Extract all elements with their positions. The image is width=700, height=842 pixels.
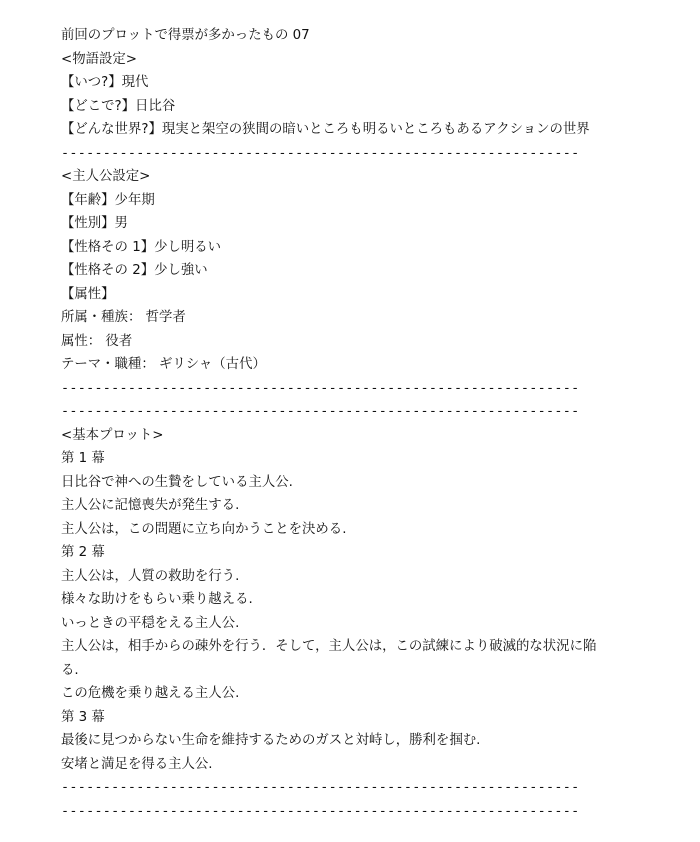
protagonist-affiliation: 所属・種族： 哲学者	[61, 310, 186, 325]
plot-line: 安堵と満足を得る主人公.	[61, 756, 213, 772]
divider-line: --------------------------------------------------------------	[61, 404, 580, 419]
divider-line: --------------------------------------------------------------	[61, 803, 580, 819]
protagonist-personality-1: 【性格その 1】少し明るい	[61, 239, 222, 255]
plot-line: 日比谷で神への生贄をしている主人公.	[61, 474, 293, 490]
section-heading-protagonist: <主人公設定>	[61, 169, 151, 184]
story-when: 【いつ?】現代	[61, 75, 149, 90]
divider-line: --------------------------------------------------------------	[61, 145, 580, 161]
plot-line: この危機を乗り越える主人公.	[61, 686, 240, 701]
act-1-heading: 第 1 幕	[61, 451, 105, 466]
divider-line: --------------------------------------------------------------	[61, 780, 580, 795]
protagonist-personality-2: 【性格その 2】少し強い	[61, 263, 208, 278]
act-2-heading: 第 2 幕	[61, 545, 105, 560]
document-page	[61, 24, 661, 823]
protagonist-attributes-heading: 【属性】	[61, 286, 115, 302]
section-heading-story-settings: <物語設定>	[61, 51, 138, 67]
section-heading-basic-plot: <基本プロット>	[61, 427, 164, 443]
plot-line-continuation: る.	[61, 662, 79, 678]
plot-line: 主人公に記憶喪失が発生する.	[61, 498, 240, 513]
plot-line: 様々な助けをもらい乗り越える.	[61, 592, 253, 607]
protagonist-theme-occupation: テーマ・職種： ギリシャ（古代）	[61, 357, 266, 372]
act-3-heading: 第 3 幕	[61, 709, 105, 725]
plot-line: 主人公は，相手からの疎外を行う．そして，主人公は，この試練により破滅的な状況に陥	[61, 639, 597, 654]
story-world: 【どんな世界?】現実と架空の狭間の暗いところも明るいところもあるアクションの世界	[61, 122, 590, 137]
divider-line: --------------------------------------------------------------	[61, 380, 580, 396]
plot-line: いっときの平穏をえる主人公.	[61, 615, 240, 631]
protagonist-gender: 【性別】男	[61, 216, 128, 231]
plot-line: 最後に見つからない生命を維持するためのガスと対峙し，勝利を掴む.	[61, 733, 481, 748]
plot-line: 主人公は，人質の救助を行う.	[61, 568, 240, 584]
document-title: 前回のプロットで得票が多かったもの 07	[61, 28, 310, 43]
story-where: 【どこで?】日比谷	[61, 98, 176, 114]
protagonist-age: 【年齢】少年期	[61, 192, 155, 208]
plot-line: 主人公は，この問題に立ち向かうことを決める.	[61, 521, 347, 537]
protagonist-attribute: 属性： 役者	[61, 333, 133, 349]
